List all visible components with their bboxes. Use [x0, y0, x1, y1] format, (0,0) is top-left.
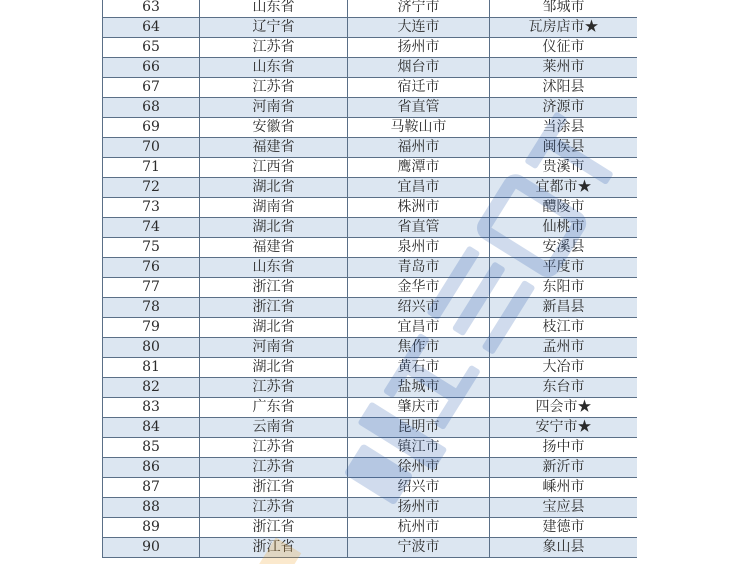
province-cell: 江苏省: [200, 378, 348, 398]
table-row: [103, 538, 638, 558]
province-cell: 辽宁省: [200, 18, 348, 38]
rank-cell: 89: [103, 518, 200, 538]
city-cell: 宜昌市: [348, 318, 490, 338]
city-cell: 徐州市: [348, 458, 490, 478]
province-cell: 湖北省: [200, 178, 348, 198]
city-cell: 昆明市: [348, 418, 490, 438]
province-cell: 湖南省: [200, 198, 348, 218]
county-cell: 莱州市: [490, 58, 638, 78]
table-row: [103, 118, 638, 138]
province-cell: 浙江省: [200, 278, 348, 298]
rank-cell: 64: [103, 18, 200, 38]
county-cell: 当涂县: [490, 118, 638, 138]
city-cell: 盐城市: [348, 378, 490, 398]
county-cell: 闽侯县: [490, 138, 638, 158]
county-cell: 济源市: [490, 98, 638, 118]
province-cell: 福建省: [200, 238, 348, 258]
city-cell: 烟台市: [348, 58, 490, 78]
county-cell: 新昌县: [490, 298, 638, 318]
county-cell: 东台市: [490, 378, 638, 398]
table-row: [103, 298, 638, 318]
table-row: [103, 378, 638, 398]
city-cell: 扬州市: [348, 38, 490, 58]
city-cell: 鹰潭市: [348, 158, 490, 178]
city-cell: 株洲市: [348, 198, 490, 218]
county-cell: 宜都市★: [490, 178, 638, 198]
rank-cell: 74: [103, 218, 200, 238]
county-cell: 大冶市: [490, 358, 638, 378]
province-cell: 江苏省: [200, 38, 348, 58]
province-cell: 山东省: [200, 58, 348, 78]
county-ranking-table: [102, 0, 637, 558]
rank-cell: 69: [103, 118, 200, 138]
city-cell: 马鞍山市: [348, 118, 490, 138]
table-row: [103, 358, 638, 378]
rank-cell: 72: [103, 178, 200, 198]
table-row: [103, 318, 638, 338]
county-cell: 宝应县: [490, 498, 638, 518]
table-row: [103, 98, 638, 118]
rank-cell: 71: [103, 158, 200, 178]
province-cell: 河南省: [200, 338, 348, 358]
county-cell: 东阳市: [490, 278, 638, 298]
city-cell: 宁波市: [348, 538, 490, 558]
province-cell: 福建省: [200, 138, 348, 158]
city-cell: 绍兴市: [348, 478, 490, 498]
city-cell: 宿迁市: [348, 78, 490, 98]
county-cell: 安溪县: [490, 238, 638, 258]
rank-cell: 81: [103, 358, 200, 378]
city-cell: 省直管: [348, 98, 490, 118]
rank-cell: 63: [103, 0, 200, 18]
province-cell: 浙江省: [200, 538, 348, 558]
county-cell: 仙桃市: [490, 218, 638, 238]
table-row: [103, 338, 638, 358]
rank-cell: 70: [103, 138, 200, 158]
county-cell: 瓦房店市★: [490, 18, 638, 38]
table-row: [103, 278, 638, 298]
city-cell: 青岛市: [348, 258, 490, 278]
county-cell: 枝江市: [490, 318, 638, 338]
city-cell: 绍兴市: [348, 298, 490, 318]
rank-cell: 67: [103, 78, 200, 98]
city-cell: 金华市: [348, 278, 490, 298]
rank-cell: 88: [103, 498, 200, 518]
rank-cell: 75: [103, 238, 200, 258]
province-cell: 江苏省: [200, 78, 348, 98]
city-cell: 省直管: [348, 218, 490, 238]
rank-cell: 82: [103, 378, 200, 398]
province-cell: 江苏省: [200, 458, 348, 478]
table-row: [103, 0, 638, 18]
rank-cell: 65: [103, 38, 200, 58]
table-row: [103, 518, 638, 538]
county-cell: 新沂市: [490, 458, 638, 478]
province-cell: 山东省: [200, 0, 348, 18]
rank-cell: 85: [103, 438, 200, 458]
table-row: [103, 238, 638, 258]
table-row: [103, 438, 638, 458]
province-cell: 湖北省: [200, 358, 348, 378]
table-row: [103, 418, 638, 438]
table-row: [103, 498, 638, 518]
province-cell: 江苏省: [200, 438, 348, 458]
table-row: [103, 138, 638, 158]
county-cell: 建德市: [490, 518, 638, 538]
province-cell: 安徽省: [200, 118, 348, 138]
county-cell: 安宁市★: [490, 418, 638, 438]
province-cell: 浙江省: [200, 298, 348, 318]
rank-cell: 78: [103, 298, 200, 318]
city-cell: 宜昌市: [348, 178, 490, 198]
rank-cell: 90: [103, 538, 200, 558]
table-row: [103, 478, 638, 498]
province-cell: 山东省: [200, 258, 348, 278]
city-cell: 大连市: [348, 18, 490, 38]
table-row: [103, 158, 638, 178]
table-row: [103, 78, 638, 98]
table-body: [103, 0, 638, 558]
city-cell: 泉州市: [348, 238, 490, 258]
county-cell: 嵊州市: [490, 478, 638, 498]
rank-cell: 86: [103, 458, 200, 478]
city-cell: 镇江市: [348, 438, 490, 458]
county-cell: 邹城市: [490, 0, 638, 18]
city-cell: 黄石市: [348, 358, 490, 378]
county-cell: 仪征市: [490, 38, 638, 58]
table-row: [103, 58, 638, 78]
province-cell: 湖北省: [200, 218, 348, 238]
county-cell: 沭阳县: [490, 78, 638, 98]
county-cell: 孟州市: [490, 338, 638, 358]
rank-cell: 68: [103, 98, 200, 118]
province-cell: 浙江省: [200, 518, 348, 538]
table-row: [103, 218, 638, 238]
province-cell: 江西省: [200, 158, 348, 178]
province-cell: 江苏省: [200, 498, 348, 518]
county-cell: 象山县: [490, 538, 638, 558]
county-cell: 平度市: [490, 258, 638, 278]
rank-cell: 83: [103, 398, 200, 418]
table-row: [103, 258, 638, 278]
city-cell: 杭州市: [348, 518, 490, 538]
province-cell: 广东省: [200, 398, 348, 418]
province-cell: 云南省: [200, 418, 348, 438]
ranking-table-region: [102, 0, 637, 564]
city-cell: 济宁市: [348, 0, 490, 18]
table-row: [103, 38, 638, 58]
rank-cell: 87: [103, 478, 200, 498]
rank-cell: 73: [103, 198, 200, 218]
rank-cell: 66: [103, 58, 200, 78]
table-row: [103, 178, 638, 198]
rank-cell: 77: [103, 278, 200, 298]
rank-cell: 76: [103, 258, 200, 278]
province-cell: 河南省: [200, 98, 348, 118]
rank-cell: 79: [103, 318, 200, 338]
rank-cell: 84: [103, 418, 200, 438]
city-cell: 扬州市: [348, 498, 490, 518]
county-cell: 四会市★: [490, 398, 638, 418]
county-cell: 醴陵市: [490, 198, 638, 218]
table-row: [103, 198, 638, 218]
province-cell: 湖北省: [200, 318, 348, 338]
table-row: [103, 398, 638, 418]
city-cell: 焦作市: [348, 338, 490, 358]
county-cell: 贵溪市: [490, 158, 638, 178]
city-cell: 福州市: [348, 138, 490, 158]
county-cell: 扬中市: [490, 438, 638, 458]
city-cell: 肇庆市: [348, 398, 490, 418]
rank-cell: 80: [103, 338, 200, 358]
table-row: [103, 18, 638, 38]
table-row: [103, 458, 638, 478]
province-cell: 浙江省: [200, 478, 348, 498]
